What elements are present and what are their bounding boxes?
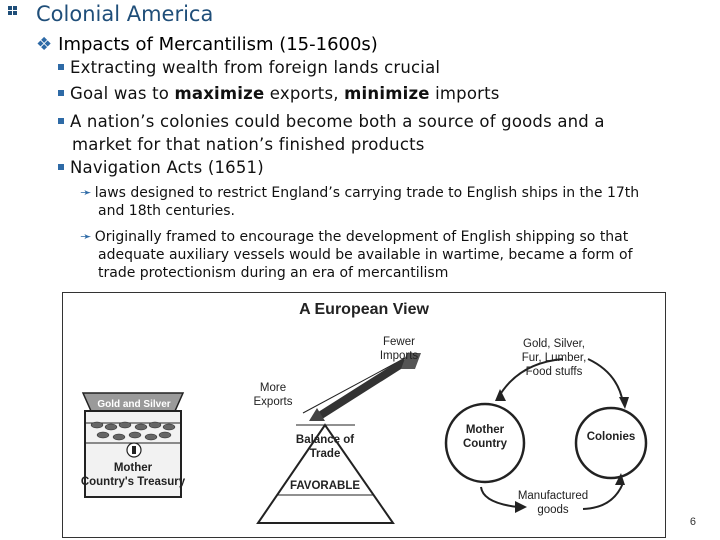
bullet-text: exports,	[264, 84, 345, 103]
imports-label: Imports	[379, 350, 419, 362]
subbullet-2	[80, 228, 633, 282]
bullet-text: A nation’s colonies could become both a source of goods and a	[70, 112, 605, 131]
mercantilism-figure	[62, 292, 666, 538]
level2-text: Impacts of Mercantilism (15-1600s)	[58, 34, 378, 55]
exports-label: Exports	[253, 396, 293, 408]
more-label: More	[259, 382, 287, 394]
trade-label: Trade	[309, 448, 341, 460]
arrow-bullet-icon: ➛	[80, 229, 92, 245]
fewer-label: Fewer	[383, 336, 415, 348]
goods-label-1: Gold, Silver,	[523, 338, 585, 350]
favorable-label: FAVORABLE	[289, 480, 361, 492]
level2-heading	[36, 34, 378, 55]
square-bullet-icon	[58, 90, 64, 96]
bullet-1	[58, 58, 440, 77]
bullet-2	[58, 84, 500, 103]
treasury-label-2: Country's Treasury	[80, 476, 186, 488]
subbullet-text: adequate auxiliary vessels would be available in wartime, became a form of	[98, 247, 633, 263]
country-label: Country	[462, 438, 508, 450]
bullet-4	[58, 158, 264, 177]
subbullet-text: trade protectionism during an era of mercantilism	[98, 265, 449, 281]
title-bullet-icon	[8, 6, 18, 16]
chest-label: Gold and Silver	[97, 399, 171, 410]
balance-label: Balance of	[295, 434, 355, 446]
square-bullet-icon	[58, 64, 64, 70]
manufactured-label: Manufactured	[517, 490, 589, 502]
square-bullet-icon	[58, 118, 64, 124]
bullet-text: Extracting wealth from foreign lands crucial	[70, 58, 441, 77]
bullet-text: imports	[429, 84, 500, 103]
page-number: 6	[689, 516, 696, 528]
subbullet-text: Originally framed to encourage the development of English shipping so that	[94, 229, 629, 245]
bullet-text: market for that nation’s finished products	[72, 135, 425, 154]
arrow-bullet-icon: ➛	[80, 185, 92, 201]
goods-label-2: Fur, Lumber,	[521, 352, 587, 364]
treasury-label-1: Mother	[113, 462, 153, 474]
bold-word: maximize	[174, 84, 265, 103]
colonies-label: Colonies	[586, 431, 636, 443]
bullet-text: Goal was to	[70, 84, 175, 103]
goods-label: goods	[537, 504, 569, 516]
bold-word: minimize	[344, 84, 430, 103]
figure-title: A European View	[299, 301, 429, 318]
square-bullet-icon	[58, 164, 64, 170]
subbullet-1	[80, 184, 639, 220]
slide-title: Colonial America	[36, 2, 214, 26]
subbullet-text: and 18th centuries.	[98, 203, 235, 219]
diamond-bullet-icon: ❖	[36, 34, 53, 55]
mother-label: Mother	[465, 424, 505, 436]
bullet-text: Navigation Acts (1651)	[70, 158, 264, 177]
bullet-3	[58, 110, 605, 156]
subbullet-text: laws designed to restrict England’s carrying trade to English ships in the 17th	[94, 185, 640, 201]
goods-label-3: Food stuffs	[525, 366, 583, 378]
